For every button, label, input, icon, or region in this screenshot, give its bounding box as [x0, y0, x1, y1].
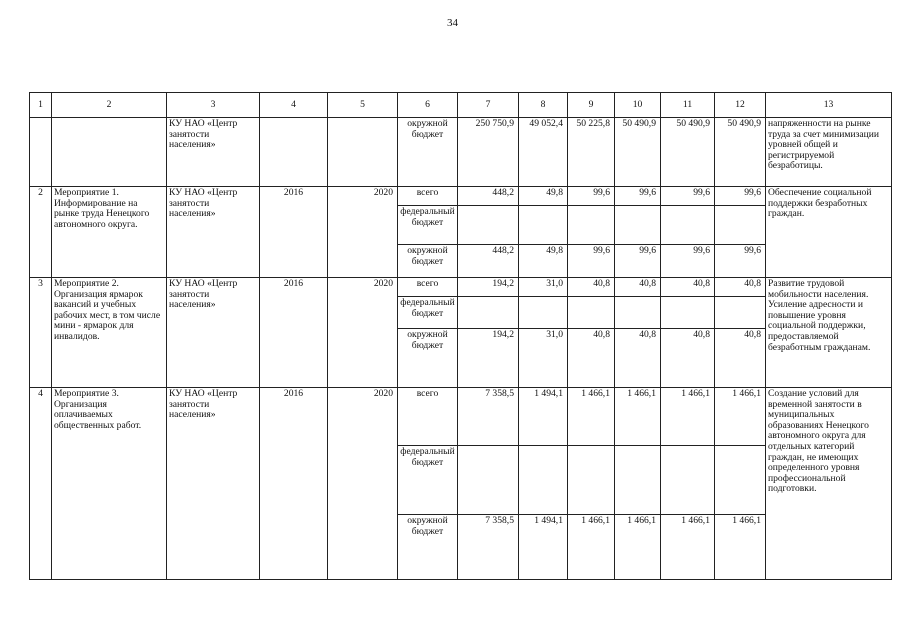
amount-cell	[568, 297, 615, 329]
amount-cell: 448,2	[458, 187, 519, 206]
amount-cell: 448,2	[458, 245, 519, 278]
column-number-header: 5	[328, 93, 398, 118]
activity-name-cell: Мероприятие 2. Организация ярмарок вакансий и учебных рабочих мест, в том числе мини - ярмарок для инвалидов.	[52, 278, 167, 388]
amount-cell	[458, 206, 519, 245]
amount-cell: 194,2	[458, 329, 519, 388]
amount-cell	[661, 206, 715, 245]
funding-source-cell: окружной бюджет	[398, 515, 458, 580]
amount-cell	[615, 446, 661, 515]
amount-cell: 40,8	[661, 329, 715, 388]
amount-cell: 1 466,1	[615, 515, 661, 580]
table-row	[30, 278, 892, 297]
amount-cell	[715, 206, 766, 245]
amount-cell: 99,6	[615, 187, 661, 206]
expected-result-cell: Обеспечение социальной поддержки безработных граждан.	[766, 187, 892, 278]
amount-cell: 50 490,9	[661, 118, 715, 187]
amount-cell: 99,6	[568, 187, 615, 206]
amount-cell: 49 052,4	[519, 118, 568, 187]
funding-source-cell: федеральный бюджет	[398, 446, 458, 515]
amount-cell: 31,0	[519, 278, 568, 297]
amount-cell: 40,8	[715, 278, 766, 297]
funding-source-cell: окружной бюджет	[398, 118, 458, 187]
amount-cell	[661, 446, 715, 515]
column-number-header: 8	[519, 93, 568, 118]
amount-cell: 1 466,1	[568, 515, 615, 580]
amount-cell: 40,8	[615, 329, 661, 388]
column-number-header: 12	[715, 93, 766, 118]
amount-cell: 1 466,1	[568, 388, 615, 446]
page-number: 34	[447, 17, 458, 29]
amount-cell: 40,8	[568, 329, 615, 388]
table-row	[30, 118, 892, 187]
activity-name-cell: Мероприятие 3. Организация оплачиваемых общественных работ.	[52, 388, 167, 580]
amount-cell: 1 466,1	[715, 388, 766, 446]
amount-cell: 40,8	[661, 278, 715, 297]
column-number-header: 1	[30, 93, 52, 118]
amount-cell	[715, 446, 766, 515]
column-number-header: 13	[766, 93, 892, 118]
amount-cell: 1 466,1	[615, 388, 661, 446]
end-year-cell: 2020	[328, 187, 398, 278]
column-number-header: 7	[458, 93, 519, 118]
start-year-cell: 2016	[260, 278, 328, 388]
table-header-row	[30, 93, 892, 118]
amount-cell	[519, 297, 568, 329]
table-row	[30, 187, 892, 206]
amount-cell: 50 225,8	[568, 118, 615, 187]
program-activities-table	[29, 92, 892, 580]
amount-cell: 1 466,1	[661, 515, 715, 580]
amount-cell: 99,6	[715, 187, 766, 206]
amount-cell: 31,0	[519, 329, 568, 388]
amount-cell: 1 494,1	[519, 515, 568, 580]
end-year-cell: 2020	[328, 388, 398, 580]
start-year-cell: 2016	[260, 388, 328, 580]
funding-source-cell: всего	[398, 388, 458, 446]
funding-source-cell: всего	[398, 187, 458, 206]
amount-cell: 1 494,1	[519, 388, 568, 446]
amount-cell: 250 750,9	[458, 118, 519, 187]
amount-cell	[458, 297, 519, 329]
amount-cell	[519, 446, 568, 515]
amount-cell	[615, 206, 661, 245]
amount-cell: 99,6	[615, 245, 661, 278]
column-number-header: 2	[52, 93, 167, 118]
row-number-cell: 2	[30, 187, 52, 278]
amount-cell: 40,8	[715, 329, 766, 388]
end-year-cell: 2020	[328, 278, 398, 388]
table-row	[30, 388, 892, 446]
row-number-cell	[30, 118, 52, 187]
activity-name-cell	[52, 118, 167, 187]
row-number-cell: 3	[30, 278, 52, 388]
column-number-header: 3	[167, 93, 260, 118]
funding-source-cell: федеральный бюджет	[398, 206, 458, 245]
amount-cell	[661, 297, 715, 329]
amount-cell: 49,8	[519, 187, 568, 206]
executor-cell: КУ НАО «Центр занятости населения»	[167, 187, 260, 278]
expected-result-cell: Развитие трудовой мобильности населения. Усиление адресности и повышение уровня социальной поддержки, предоставляемой безработным гражданам.	[766, 278, 892, 388]
amount-cell: 50 490,9	[715, 118, 766, 187]
amount-cell	[615, 297, 661, 329]
funding-source-cell: окружной бюджет	[398, 329, 458, 388]
amount-cell	[715, 297, 766, 329]
amount-cell: 99,6	[715, 245, 766, 278]
amount-cell: 40,8	[615, 278, 661, 297]
column-number-header: 9	[568, 93, 615, 118]
amount-cell: 99,6	[661, 245, 715, 278]
executor-cell: КУ НАО «Центр занятости населения»	[167, 278, 260, 388]
amount-cell: 99,6	[661, 187, 715, 206]
funding-source-cell: федеральный бюджет	[398, 297, 458, 329]
expected-result-cell: напряженности на рынке труда за счет минимизации уровней общей и регистрируемой безработицы.	[766, 118, 892, 187]
amount-cell	[568, 206, 615, 245]
end-year-cell	[328, 118, 398, 187]
executor-cell: КУ НАО «Центр занятости населения»	[167, 118, 260, 187]
column-number-header: 11	[661, 93, 715, 118]
amount-cell: 50 490,9	[615, 118, 661, 187]
executor-cell: КУ НАО «Центр занятости населения»	[167, 388, 260, 580]
amount-cell	[458, 446, 519, 515]
amount-cell	[568, 446, 615, 515]
amount-cell: 1 466,1	[661, 388, 715, 446]
row-number-cell: 4	[30, 388, 52, 580]
amount-cell: 1 466,1	[715, 515, 766, 580]
funding-source-cell: окружной бюджет	[398, 245, 458, 278]
start-year-cell: 2016	[260, 187, 328, 278]
amount-cell: 7 358,5	[458, 388, 519, 446]
column-number-header: 10	[615, 93, 661, 118]
amount-cell: 49,8	[519, 245, 568, 278]
amount-cell: 99,6	[568, 245, 615, 278]
column-number-header: 4	[260, 93, 328, 118]
funding-source-cell: всего	[398, 278, 458, 297]
amount-cell: 194,2	[458, 278, 519, 297]
amount-cell: 40,8	[568, 278, 615, 297]
start-year-cell	[260, 118, 328, 187]
expected-result-cell: Создание условий для временной занятости в муниципальных образованиях Ненецкого автономного округа для отдельных категорий граждан, не имеющих определенного уровня профессиональной подготовки.	[766, 388, 892, 580]
column-number-header: 6	[398, 93, 458, 118]
amount-cell: 7 358,5	[458, 515, 519, 580]
amount-cell	[519, 206, 568, 245]
activity-name-cell: Мероприятие 1. Информирование на рынке труда Ненецкого автономного округа.	[52, 187, 167, 278]
